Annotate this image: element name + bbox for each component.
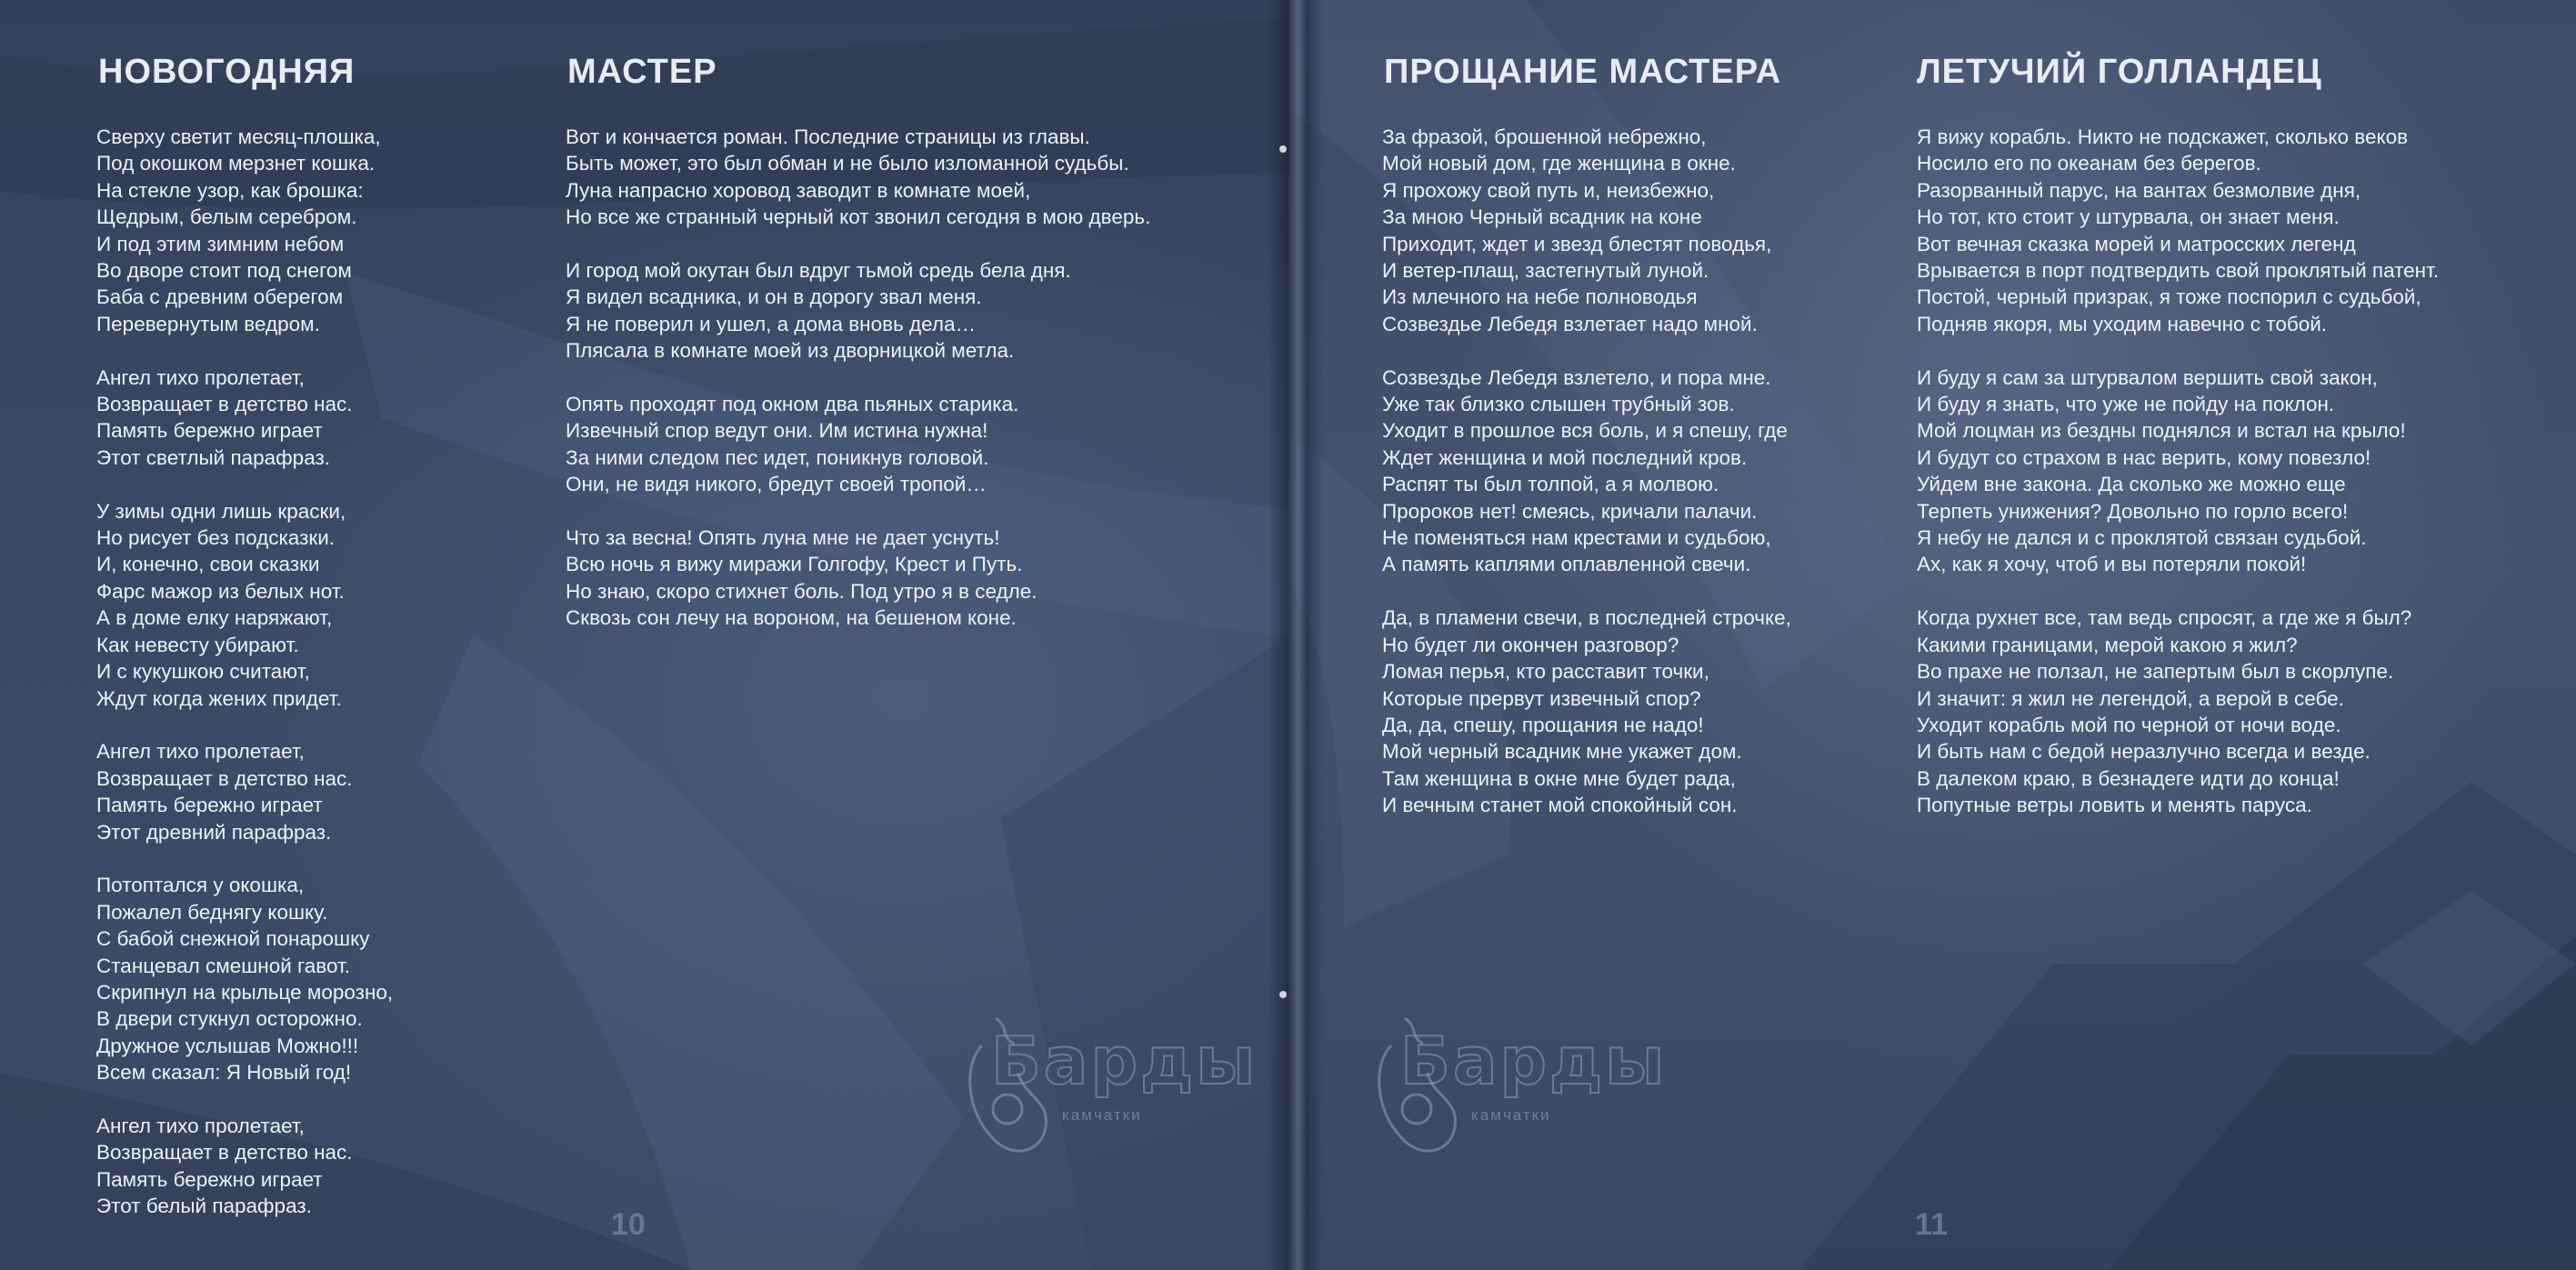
lyric-line: С бабой снежной понарошку bbox=[96, 927, 370, 951]
logo-subtitle: камчатки bbox=[1471, 1106, 1551, 1124]
lyric-line: Там женщина в окне мне будет рада, bbox=[1382, 766, 1736, 790]
staple bbox=[1279, 991, 1287, 998]
lyric-line: Этот древний парафраз. bbox=[96, 820, 332, 844]
lyric-line: Щедрым, белым серебром. bbox=[96, 205, 357, 229]
lyric-line: На стекле узор, как брошка: bbox=[96, 178, 364, 202]
lyric-line: Возвращает в детство нас. bbox=[96, 766, 353, 790]
lyric-line: Этот светлый парафраз. bbox=[96, 445, 331, 469]
lyric-line: И быть нам с бедой неразлучно всегда и везде. bbox=[1917, 740, 2371, 764]
stanza bbox=[96, 365, 393, 472]
lyric-line: Да, в пламени свечи, в последней строчке, bbox=[1382, 606, 1791, 630]
lyric-line: Пожалел беднягу кошку. bbox=[96, 900, 328, 924]
lyric-line: Мой новый дом, где женщина в окне. bbox=[1382, 152, 1736, 175]
lyric-line: Дружное услышав Можно!!! bbox=[96, 1034, 359, 1057]
lyric-line: Уйдем вне закона. Да сколько же можно еще bbox=[1917, 473, 2346, 496]
lyric-line: Всем сказал: Я Новый год! bbox=[96, 1061, 352, 1085]
lyric-line: Но будет ли окончен разговор? bbox=[1382, 633, 1679, 656]
lyric-line: Ломая перья, кто расставит точки, bbox=[1382, 660, 1709, 684]
bardy-kamchatki-logo bbox=[1364, 1009, 1668, 1191]
page-number-right: 11 bbox=[1915, 1207, 1948, 1242]
page-number-left: 10 bbox=[611, 1207, 646, 1242]
stanza bbox=[1917, 124, 2439, 337]
stanza bbox=[96, 1113, 393, 1220]
lyric-line: Я не поверил и ушел, а дома вновь дела… bbox=[566, 312, 977, 335]
lyric-line: За мною Черный всадник на коне bbox=[1382, 205, 1702, 229]
lyric-line: Уже так близко слышен трубный зов. bbox=[1382, 393, 1735, 416]
lyric-line: Попутные ветры ловить и менять паруса. bbox=[1917, 794, 2312, 817]
booklet-spine bbox=[1268, 0, 1323, 1270]
lyric-line: И значит: я жил не легендой, а верой в себе. bbox=[1917, 686, 2344, 710]
lyric-line: Память бережно играет bbox=[96, 1167, 323, 1191]
staple bbox=[1279, 145, 1287, 153]
lyric-line: Под окошком мерзнет кошка. bbox=[96, 152, 376, 175]
lyric-line: Память бережно играет bbox=[96, 419, 323, 443]
song-title-letuchiy-gollandets: ЛЕТУЧИЙ ГОЛЛАНДЕЦ bbox=[1917, 53, 2322, 91]
lyric-line: Когда рухнет все, там ведь спросят, а где же я был? bbox=[1917, 606, 2412, 630]
stanza bbox=[1917, 605, 2439, 818]
lyric-line: Приходит, ждет и звезд блестят поводья, bbox=[1382, 232, 1772, 255]
lyric-line: Возвращает в детство нас. bbox=[96, 1141, 353, 1165]
lyric-line: Созвездье Лебедя взлетело, и пора мне. bbox=[1382, 365, 1771, 389]
lyrics-letuchiy-gollandets bbox=[1917, 124, 2439, 845]
stanza bbox=[1382, 124, 1791, 337]
stanza bbox=[1917, 365, 2439, 578]
lyric-line: Опять проходят под окном два пьяных старика. bbox=[566, 393, 1019, 416]
stanza bbox=[566, 257, 1150, 365]
lyric-line: Луна напрасно хоровод заводит в комнате моей, bbox=[566, 178, 1031, 202]
stanza bbox=[96, 872, 393, 1085]
lyric-line: Память бережно играет bbox=[96, 794, 323, 817]
lyric-line: За ними следом пес идет, поникнув головой. bbox=[566, 445, 989, 469]
lyric-line: Вот и кончается роман. Последние страницы из главы. bbox=[566, 125, 1090, 148]
lyric-line: Я видел всадника, и он в дорогу звал меня. bbox=[566, 285, 982, 309]
lyric-line: Быть может, это был обман и не было изломанной судьбы. bbox=[566, 152, 1129, 175]
right-page bbox=[1289, 0, 2576, 1270]
lyric-line: Подняв якоря, мы уходим навечно с тобой. bbox=[1917, 312, 2328, 335]
lyric-line: Созвездье Лебедя взлетает надо мной. bbox=[1382, 312, 1758, 335]
lyric-line: Сверху светит месяц-плошка, bbox=[96, 125, 381, 148]
lyric-line: Носило его по океанам без берегов. bbox=[1917, 152, 2261, 175]
lyric-line: Уходит в прошлое вся боль, и я спешу, где bbox=[1382, 419, 1788, 443]
logo-subtitle: камчатки bbox=[1062, 1106, 1142, 1124]
lyric-line: Постой, черный призрак, я тоже поспорил с судьбой, bbox=[1917, 285, 2421, 309]
lyric-line: И будут со страхом в нас верить, кому повезло! bbox=[1917, 445, 2371, 469]
lyric-line: Не поменяться нам крестами и судьбою, bbox=[1382, 526, 1771, 550]
lyric-line: Которые прервут извечный спор? bbox=[1382, 686, 1701, 710]
stanza bbox=[566, 124, 1150, 231]
lyric-line: Из млечного на небе полноводья bbox=[1382, 285, 1698, 309]
lyric-line: И с кукушкою считают, bbox=[96, 660, 310, 684]
lyric-line: Извечный спор ведут они. Им истина нужна! bbox=[566, 419, 988, 443]
lyric-line: Я небу не дался и с проклятой связан судьбой. bbox=[1917, 526, 2367, 550]
lyric-line: У зимы одни лишь краски, bbox=[96, 499, 346, 523]
stanza bbox=[96, 498, 393, 712]
lyric-line: Плясала в комнате моей из дворницкой метла. bbox=[566, 339, 1015, 363]
bardy-kamchatki-logo bbox=[955, 1009, 1258, 1191]
lyrics-master bbox=[566, 124, 1150, 658]
lyric-line: Но тот, кто стоит у штурвала, он знает меня. bbox=[1917, 205, 2340, 229]
lyric-line: Я прохожу свой путь и, неизбежно, bbox=[1382, 178, 1715, 202]
lyric-line: И буду я знать, что уже не пойду на поклон. bbox=[1917, 393, 2335, 416]
lyric-line: А в доме елку наряжают, bbox=[96, 606, 333, 630]
logo-word: Барды bbox=[991, 1023, 1258, 1099]
stanza bbox=[96, 738, 393, 845]
stanza bbox=[1382, 365, 1791, 578]
lyric-line: Скрипнул на крыльце морозно, bbox=[96, 980, 394, 1004]
lyric-line: Как невесту убирают. bbox=[96, 633, 299, 656]
song-title-master: МАСТЕР bbox=[567, 53, 717, 91]
lyric-line: И город мой окутан был вдруг тьмой средь бела дня. bbox=[566, 259, 1071, 283]
lyric-line: Фарс мажор из белых нот. bbox=[96, 579, 345, 603]
lyric-line: Пророков нет! смеясь, кричали палачи. bbox=[1382, 499, 1758, 523]
lyrics-novogodnyaya bbox=[96, 124, 393, 1246]
lyric-line: Но все же странный черный кот звонил сегодня в мою дверь. bbox=[566, 205, 1151, 229]
lyric-line: За фразой, брошенной небрежно, bbox=[1382, 125, 1707, 148]
lyric-line: Ангел тихо пролетает, bbox=[96, 740, 305, 764]
lyric-line: Но знаю, скоро стихнет боль. Под утро я в седле. bbox=[566, 579, 1037, 603]
lyric-line: Мой лоцман из бездны поднялся и встал на крыло! bbox=[1917, 419, 2406, 443]
lyric-line: Ждет женщина и мой последний кров. bbox=[1382, 445, 1748, 469]
song-title-proshchanie-mastera: ПРОЩАНИЕ МАСТЕРА bbox=[1384, 53, 1782, 91]
lyric-line: Терпеть унижения? Довольно по горло всего! bbox=[1917, 499, 2349, 523]
lyric-line: И ветер-плащ, застегнутый луной. bbox=[1382, 259, 1709, 283]
lyric-line: Они, не видя никого, бредут своей тропой… bbox=[566, 473, 987, 496]
lyric-line: Сквозь сон лечу на вороном, на бешеном коне. bbox=[566, 606, 1017, 630]
stanza bbox=[566, 525, 1150, 632]
lyrics-proshchanie-mastera bbox=[1382, 124, 1791, 845]
lyric-line: Во дворе стоит под снегом bbox=[96, 259, 352, 283]
stanza bbox=[566, 391, 1150, 498]
lyric-line: Потоптался у окошка, bbox=[96, 874, 305, 897]
lyric-line: Перевернутым ведром. bbox=[96, 312, 320, 335]
lyric-line: Я вижу корабль. Никто не подскажет, сколько веков bbox=[1917, 125, 2409, 148]
lyric-line: Ангел тихо пролетает, bbox=[96, 1114, 305, 1137]
lyric-line: В двери стукнул осторожно. bbox=[96, 1007, 363, 1031]
lyric-line: Этот белый парафраз. bbox=[96, 1195, 312, 1218]
lyric-line: Мой черный всадник мне укажет дом. bbox=[1382, 740, 1742, 764]
lyric-line: Да, да, спешу, прощания не надо! bbox=[1382, 713, 1704, 736]
stanza bbox=[1382, 605, 1791, 818]
lyric-line: В далеком краю, в безнадеге идти до конца! bbox=[1917, 766, 2340, 790]
lyric-line: Ах, как я хочу, чтоб и вы потеряли покой! bbox=[1917, 553, 2307, 576]
lyric-line: Но рисует без подсказки. bbox=[96, 526, 336, 550]
logo-word: Барды bbox=[1400, 1023, 1668, 1099]
lyric-line: Ждут когда жених придет. bbox=[96, 686, 342, 710]
lyric-line: И буду я сам за штурвалом вершить свой закон, bbox=[1917, 365, 2378, 389]
lyric-line: Врывается в порт подтвердить свой проклятый патент. bbox=[1917, 259, 2440, 283]
lyric-line: Баба с древним оберегом bbox=[96, 285, 344, 309]
stanza bbox=[96, 124, 393, 337]
lyric-line: А память каплями оплавленной свечи. bbox=[1382, 553, 1751, 576]
lyric-line: Вот вечная сказка морей и матросских легенд bbox=[1917, 232, 2356, 255]
lyric-line: Во прахе не ползал, не запертым был в скорлупе. bbox=[1917, 660, 2394, 684]
lyric-line: Станцевал смешной гавот. bbox=[96, 954, 351, 977]
lyric-line: Какими границами, мерой какою я жил? bbox=[1917, 633, 2298, 656]
lyric-line: Распят ты был толпой, а я молвою. bbox=[1382, 473, 1719, 496]
lyric-line: И под этим зимним небом bbox=[96, 232, 345, 255]
lyric-line: Уходит корабль мой по черной от ночи воде. bbox=[1917, 713, 2341, 736]
lyric-line: Всю ночь я вижу миражи Голгофу, Крест и Путь. bbox=[566, 553, 1023, 576]
lyric-line: И, конечно, свои сказки bbox=[96, 553, 320, 576]
lyric-line: Ангел тихо пролетает, bbox=[96, 365, 305, 389]
song-title-novogodnyaya: НОВОГОДНЯЯ bbox=[98, 53, 356, 91]
lyric-line: Разорванный парус, на вантах безмолвие дня, bbox=[1917, 178, 2361, 202]
lyric-line: Что за весна! Опять луна мне не дает уснуть! bbox=[566, 526, 1000, 550]
lyric-line: Возвращает в детство нас. bbox=[96, 393, 353, 416]
lyric-line: И вечным станет мой спокойный сон. bbox=[1382, 794, 1738, 817]
